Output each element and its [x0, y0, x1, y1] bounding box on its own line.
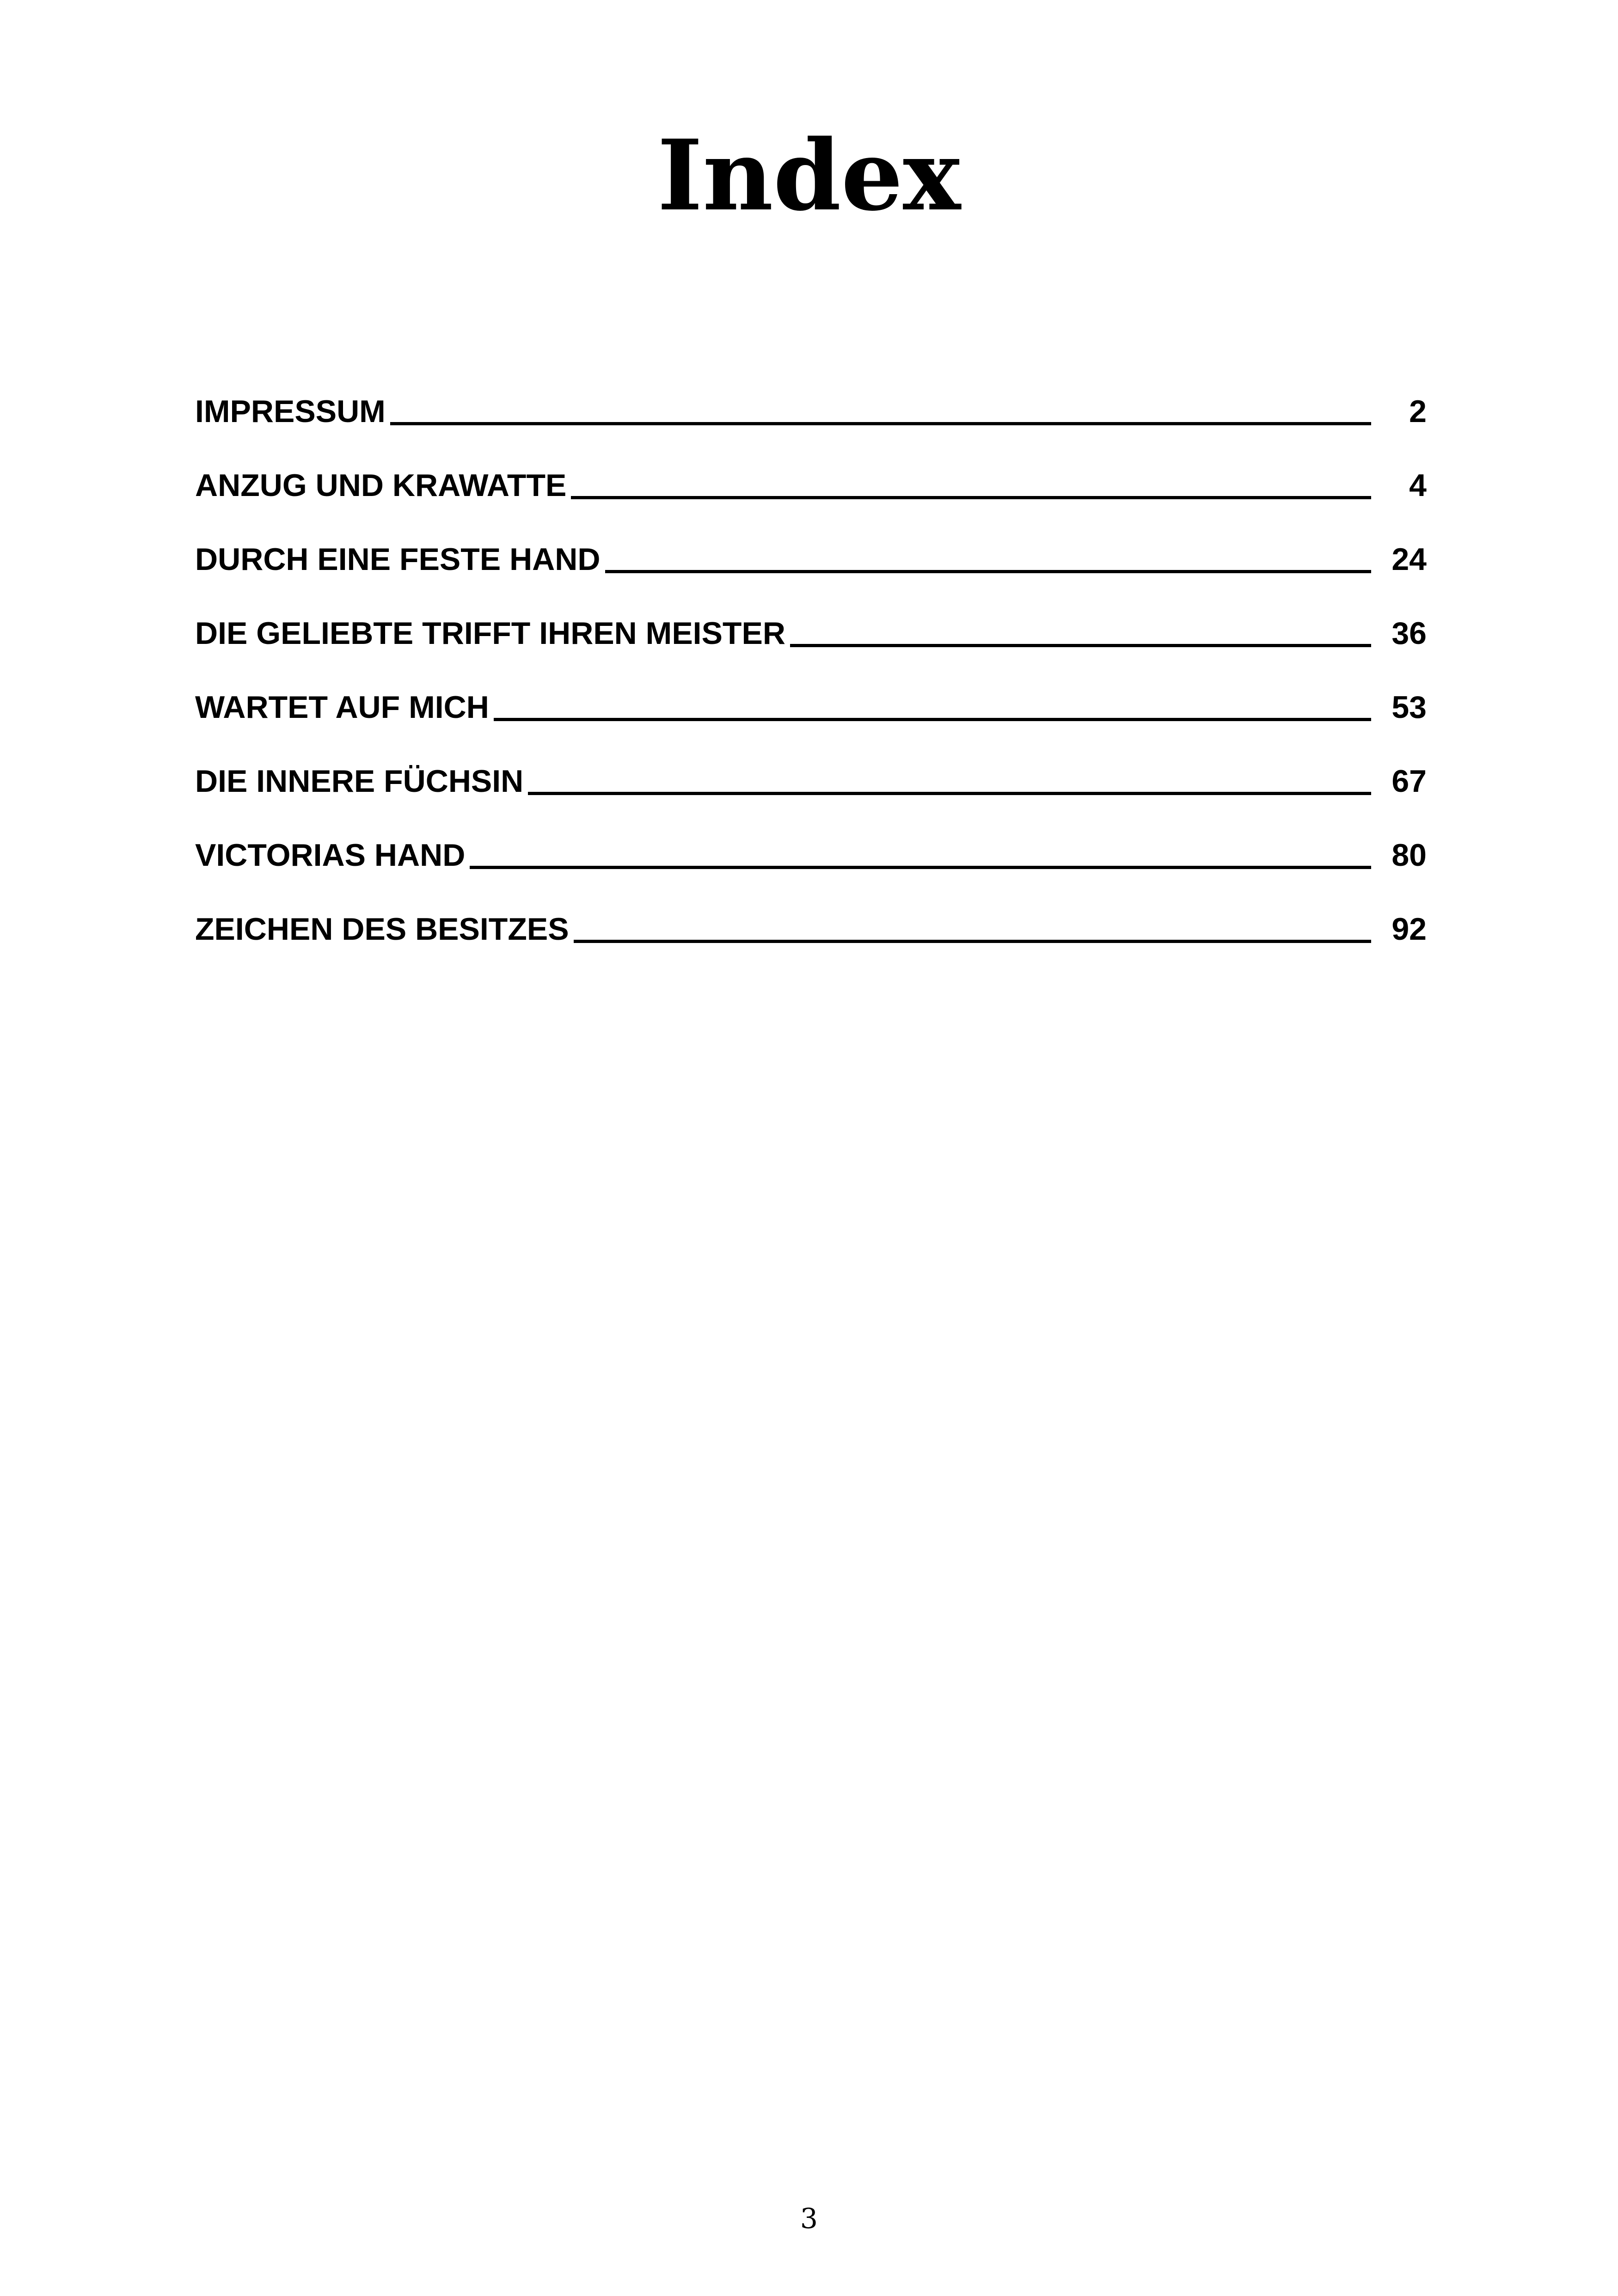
toc-entry-die-innere-fuechsin[interactable] — [195, 726, 1427, 800]
toc-entry-label: DIE GELIEBTE TRIFFT IHREN MEISTER — [195, 616, 785, 651]
page-title: Index — [657, 118, 961, 233]
toc-entry-label: DIE INNERE FÜCHSIN — [195, 764, 524, 799]
toc-entry-impressum[interactable] — [195, 356, 1427, 430]
toc-entry-victorias-hand[interactable] — [195, 800, 1427, 874]
toc-entry-page: 80 — [1391, 838, 1427, 873]
toc-entry-zeichen-des-besitzes[interactable] — [195, 874, 1427, 948]
toc-entry-page: 92 — [1391, 912, 1427, 947]
toc-entry-durch-eine-feste-hand[interactable] — [195, 504, 1427, 578]
toc-entry-label: WARTET AUF MICH — [195, 690, 489, 725]
table-of-contents — [195, 356, 1427, 948]
toc-entry-wartet-auf-mich[interactable] — [195, 652, 1427, 726]
toc-entry-label: DURCH EINE FESTE HAND — [195, 542, 601, 577]
toc-entry-label: ANZUG UND KRAWATTE — [195, 468, 567, 503]
toc-leader-line — [605, 570, 1372, 573]
toc-entry-page: 24 — [1391, 542, 1427, 577]
toc-leader-line — [390, 422, 1371, 425]
toc-entry-label: VICTORIAS HAND — [195, 838, 466, 873]
toc-leader-line — [571, 496, 1371, 499]
toc-entry-page: 67 — [1391, 764, 1427, 799]
toc-entry-label: IMPRESSUM — [195, 394, 386, 429]
toc-leader-line — [528, 792, 1371, 795]
toc-entry-anzug-und-krawatte[interactable] — [195, 430, 1427, 504]
toc-leader-line — [790, 644, 1371, 647]
toc-entry-page: 2 — [1409, 394, 1427, 429]
toc-leader-line — [494, 718, 1371, 721]
toc-entry-page: 4 — [1409, 468, 1427, 503]
toc-entry-die-geliebte-trifft-ihren-meister[interactable] — [195, 578, 1427, 652]
toc-leader-line — [574, 940, 1371, 943]
page-number: 3 — [800, 2203, 818, 2235]
toc-leader-line — [470, 866, 1371, 869]
toc-entry-page: 53 — [1391, 690, 1427, 725]
toc-entry-label: ZEICHEN DES BESITZES — [195, 912, 569, 947]
toc-entry-page: 36 — [1391, 616, 1427, 651]
